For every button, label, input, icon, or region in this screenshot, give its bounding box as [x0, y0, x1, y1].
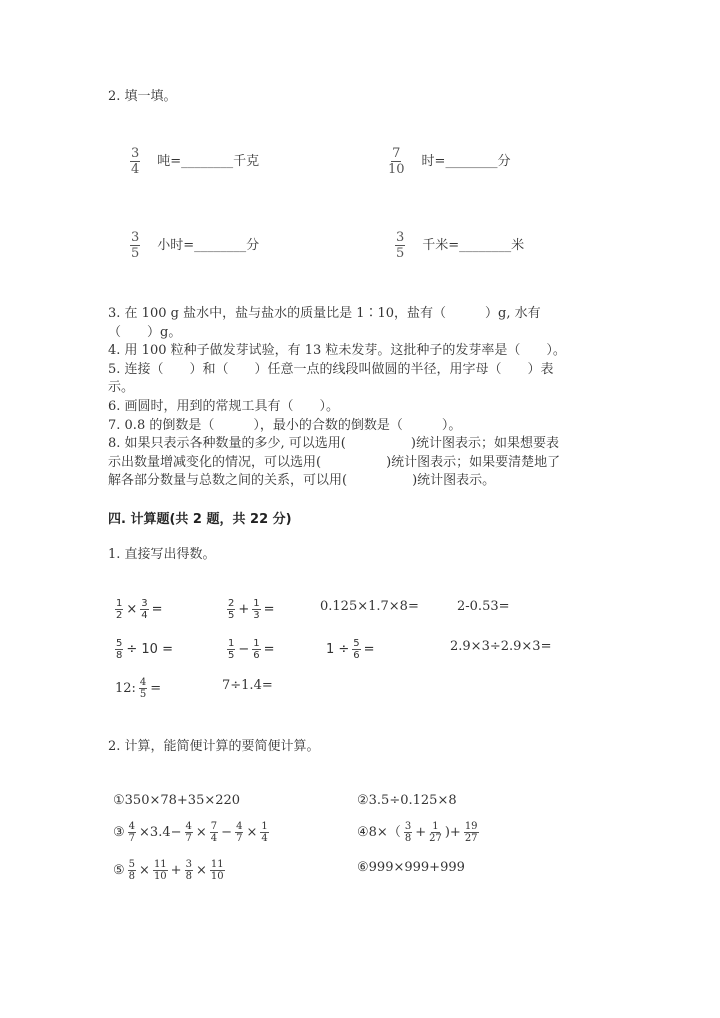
fill-item-3	[128, 230, 259, 261]
question-line: 4. 用 100 粒种子做发芽试验，有 13 粒未发芽。这批种子的发芽率是（ ）。	[108, 343, 566, 359]
fill-item-text: 时=________分	[421, 153, 511, 169]
question-line: （ ）g。	[108, 324, 182, 340]
fraction	[404, 821, 412, 844]
denominator: 8	[185, 871, 192, 882]
expr-text: ×	[195, 824, 207, 840]
question-line: 6. 画圆时，用到的常规工具有（ ）。	[108, 398, 340, 414]
expression	[450, 638, 551, 656]
expression	[113, 598, 163, 621]
expr-text: ④8×（	[357, 824, 401, 840]
expr-text: ②3.5÷0.125×8	[357, 793, 457, 808]
expression	[113, 859, 227, 882]
numerator: 4	[128, 821, 136, 832]
question-line: 7. 0.8 的倒数是（ ），最小的合数的倒数是（ ）。	[108, 417, 462, 433]
fill-item-text: 吨=________千克	[157, 153, 260, 169]
denominator: 5	[396, 246, 405, 261]
fraction	[429, 821, 442, 844]
expression	[115, 677, 161, 700]
expression	[457, 598, 510, 616]
expr-text: ×3.4−	[139, 824, 182, 840]
numerator: 4	[236, 821, 243, 832]
fraction	[115, 598, 123, 621]
expr-text: ⑤	[113, 862, 125, 878]
fraction	[130, 230, 140, 261]
expr-text: 2-0.53=	[457, 599, 510, 614]
expr-text: =	[263, 641, 275, 657]
denominator: 4	[210, 833, 218, 844]
numerator: 3	[396, 230, 405, 245]
numerator: 19	[464, 821, 478, 832]
denominator: 5	[131, 246, 140, 261]
denominator: 10	[388, 162, 405, 177]
expr-text: 0.125×1.7×8=	[320, 599, 419, 614]
fraction	[139, 677, 147, 700]
denominator: 2	[116, 610, 123, 621]
expr-text: ×	[246, 824, 258, 840]
fraction	[260, 821, 268, 844]
denominator: 6	[353, 650, 360, 661]
numerator: 1	[116, 598, 123, 609]
expr-text: ③	[113, 824, 125, 840]
numerator: 3	[141, 598, 148, 609]
numerator: 1	[228, 638, 235, 649]
numerator: 3	[131, 230, 140, 245]
denominator: 8	[128, 871, 136, 882]
fraction	[115, 638, 123, 661]
denominator: 27	[464, 833, 478, 844]
fraction	[235, 821, 243, 844]
numerator: 1	[253, 598, 260, 609]
numerator: 1	[253, 638, 260, 649]
fraction	[140, 598, 148, 621]
fraction	[252, 598, 260, 621]
denominator: 7	[185, 833, 192, 844]
expr-text: +	[238, 601, 250, 617]
expression	[326, 638, 375, 661]
expr-text: 1 ÷	[326, 641, 350, 657]
expr-text: 7÷1.4=	[222, 678, 273, 693]
denominator: 5	[228, 650, 235, 661]
q2-title: 2. 计算，能简便计算的要简便计算。	[108, 739, 320, 754]
expr-text: =	[151, 601, 163, 617]
fraction	[185, 859, 193, 882]
q1-title: 1. 直接写出得数。	[108, 547, 216, 562]
fraction	[252, 638, 260, 661]
numerator: 3	[185, 859, 192, 870]
expr-text: =	[363, 641, 375, 657]
expression	[357, 792, 457, 810]
expression	[357, 859, 465, 877]
denominator: 4	[261, 833, 268, 844]
denominator: 7	[236, 833, 243, 844]
numerator: 5	[353, 638, 360, 649]
expr-text: ×	[139, 862, 150, 878]
expr-text: ①350×78+35×220	[113, 793, 241, 808]
numerator: 1	[261, 821, 268, 832]
expr-text: 12:	[115, 680, 136, 696]
fraction	[352, 638, 360, 661]
expr-text: −	[221, 824, 233, 840]
denominator: 27	[429, 833, 442, 844]
numerator: 1	[432, 821, 439, 832]
denominator: 7	[128, 833, 136, 844]
fraction	[388, 146, 405, 177]
section-heading: 四. 计算题(共 2 题，共 22 分)	[108, 512, 292, 527]
expr-text: =	[150, 680, 162, 696]
fraction	[185, 821, 193, 844]
numerator: 11	[153, 859, 167, 870]
expression	[222, 677, 273, 695]
fraction	[128, 821, 136, 844]
numerator: 7	[392, 146, 401, 161]
question-line: 8. 如果只表示各种数量的多少, 可以选用( )统计图表示；如果想要表	[108, 436, 559, 452]
question-line: 解各部分数量与总数之间的关系，可以用( )统计图表示。	[108, 473, 496, 489]
expression	[113, 792, 240, 810]
denominator: 8	[116, 650, 123, 661]
expr-text: )+	[444, 824, 461, 840]
fraction	[210, 821, 218, 844]
numerator: 7	[210, 821, 218, 832]
fill-item-2	[386, 146, 510, 177]
expression	[225, 598, 275, 621]
expr-text: =	[263, 601, 275, 617]
fill-in-title: 2. 填一填。	[108, 89, 177, 104]
fraction	[128, 859, 136, 882]
fraction	[153, 859, 168, 882]
expression	[113, 821, 271, 844]
expression	[320, 598, 419, 616]
expr-text: ×	[126, 601, 138, 617]
denominator: 3	[253, 610, 260, 621]
fill-item-1	[128, 146, 259, 177]
expr-text: +	[170, 862, 182, 878]
fraction	[395, 230, 405, 261]
numerator: 4	[185, 821, 192, 832]
expr-text: ⑥999×999+999	[357, 860, 465, 875]
fraction	[227, 638, 235, 661]
expr-text: ×	[195, 862, 207, 878]
denominator: 8	[404, 833, 412, 844]
fill-item-text: 千米=________米	[422, 237, 525, 253]
numerator: 4	[139, 677, 147, 688]
numerator: 11	[210, 859, 224, 870]
denominator: 4	[141, 610, 148, 621]
denominator: 10	[153, 871, 167, 882]
expression	[113, 638, 173, 661]
numerator: 3	[404, 821, 412, 832]
expr-text: 2.9×3÷2.9×3=	[450, 639, 552, 654]
denominator: 4	[131, 162, 140, 177]
denominator: 5	[139, 689, 147, 700]
numerator: 3	[131, 146, 140, 161]
numerator: 5	[116, 638, 123, 649]
denominator: 10	[210, 871, 224, 882]
expression	[357, 821, 481, 844]
numerator: 5	[128, 859, 136, 870]
fraction	[130, 146, 140, 177]
question-line: 3. 在 100 g 盐水中，盐与盐水的质量比是 1∶10，盐有（ ）g, 水有	[108, 306, 541, 321]
denominator: 6	[253, 650, 260, 661]
fill-item-4	[393, 230, 524, 261]
denominator: 5	[228, 610, 235, 621]
question-line: 5. 连接（ ）和（ ）任意一点的线段叫做圆的半径，用字母（ ）表	[108, 361, 554, 377]
question-line: 示。	[108, 380, 135, 396]
expression	[225, 638, 275, 661]
fill-item-text: 小时=________分	[157, 237, 260, 253]
numerator: 2	[228, 598, 235, 609]
fraction	[210, 859, 225, 882]
expr-text: ÷ 10 =	[126, 641, 173, 657]
questions-block	[108, 305, 566, 491]
fraction	[464, 821, 479, 844]
expr-text: −	[238, 641, 250, 657]
expr-text: +	[415, 824, 427, 840]
fraction	[227, 598, 235, 621]
question-line: 示出数量增减变化的情况，可以选用( )统计图表示；如果要清楚地了	[108, 454, 561, 470]
